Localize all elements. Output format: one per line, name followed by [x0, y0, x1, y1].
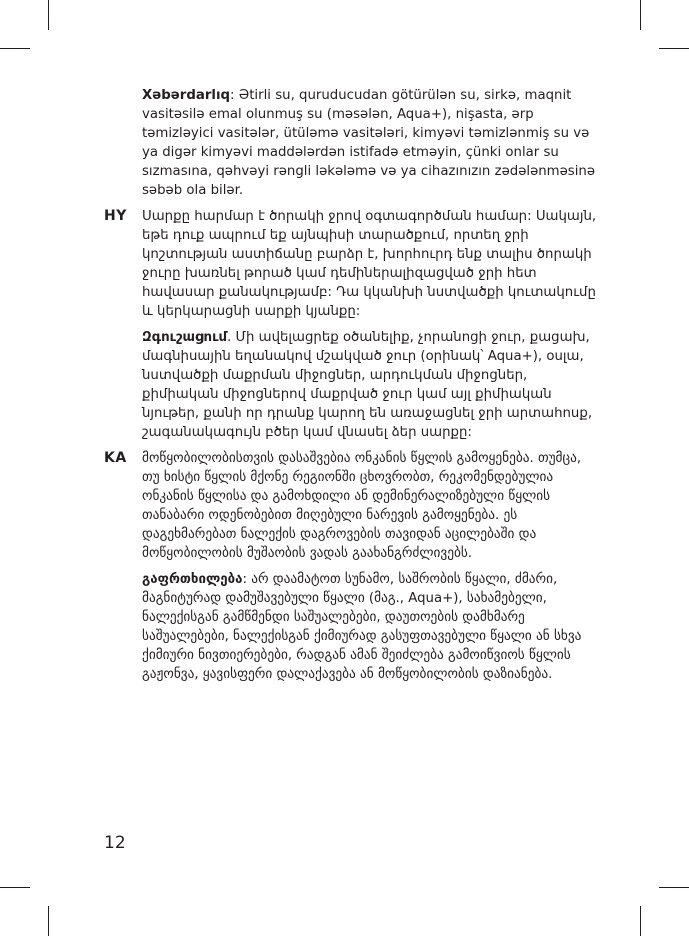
- ka-body-paragraph: მოწყობილობისთვის დასაშვებია ონკანის წყლის გამოყენება. თუმცა, თუ ხისტი წყლის მქონე რეგიონში ცხოვრობთ, რეკომენდებულია ონკანის წყლისა და გამოხდილი ან დემინერალიზებული წყლის თანაბარი ოდენობებით მიღებული ნარევის გამოყენება. ეს დაგეხმარებათ ნალექის დაგროვების თავიდან აცილებაში და მოწყობილობის მუშაობის ვადას გაახანგრძლივებს.: [142, 451, 582, 561]
- hy-warning-label: Զգուշացում: [142, 330, 227, 345]
- ka-warning-paragraph: [142, 570, 597, 684]
- hy-body-paragraph: Սարքը հարմար է ծորակի ջրով օգտագործման համար: Սակայն, եթե դուք ապրում եք այնպիսի տարածքում, որտեղ ջրի կոշտության աստիճանը բարձր է, խորհուրդ ենք տալիս ծորակի ջուրը խառնել թորած կամ դեմիներալիզացված ջրի հետ հավասար քանակությամբ: Դա կկանխի նստվածքի կուտակումը և կերկարացնի սարքի կյանքը:: [142, 209, 597, 319]
- az-warning-text: : Ətirli su, quruducudan götürülən su, sirkə, maqnit vasitəsilə emal olunmuş su (məsələn, Aqua+), nişasta, ərp təmizləyici vasitələr, ütüləmə vasitələri, kimyəvi təmizlənmiş su və ya digər kimyəvi maddələrdən istifadə etməyin, çünki onlar su sızmasına, qəhvəyi rəngli ləkələmə və ya cihazınızın zədələnməsinə səbəb ola bilər.: [142, 88, 596, 198]
- crop-mark: [659, 887, 689, 888]
- section-hy: [0, 207, 689, 442]
- crop-mark: [640, 906, 641, 936]
- hy-warning-text: . Մի ավելացրեք օծանելիք, չորանոցի ջուր, քացախ, մագնիսային եղանակով մշակված ջուր (օրինակ՝ Aqua+), օսլա, նստվածքի մաքրման միջոցներ, արդուկման միջոցներ, քիմիական միջոցներով մաքրված ջուր կամ այլ քիմիական նյութեր, քանի որ դրանք կարող են առաջացնել ջրի արտահոսք, շագանակագույն բծեր կամ վնասել ձեր սարքը:: [142, 330, 593, 440]
- page-number: 12: [104, 833, 126, 853]
- ka-warning-label: გაფრთხილება: [142, 572, 243, 587]
- az-warning-paragraph: [142, 86, 597, 200]
- ka-warning-text: : არ დაამატოთ სუნამო, საშრობის წყალი, ძმარი, მაგნიტურად დამუშავებული წყალი (მაგ., Aqua+), სახამებელი, ნალექისგან გამწმენდი საშუალებები, დაუთოების დამხმარე საშუალებები, ნალექისგან ქიმიურად გასუფთავებული წყალი ან სხვა ქიმიური ნივთიერებები, რადგან ამან შეიძლება გამოიწვიოს წყლის გაჟონვა, ყავისფერი დალაქავება ან მოწყობილობის დაზიანება.: [142, 572, 582, 682]
- crop-mark: [640, 0, 641, 30]
- crop-mark: [659, 48, 689, 49]
- crop-mark: [0, 887, 30, 888]
- crop-mark: [48, 906, 49, 936]
- crop-mark: [0, 48, 30, 49]
- section-az: [0, 86, 689, 200]
- crop-mark: [48, 0, 49, 30]
- language-code-ka: KA: [104, 450, 127, 466]
- hy-warning-paragraph: [142, 328, 597, 442]
- az-warning-label: Xəbərdarlıq: [142, 88, 231, 103]
- section-ka: [0, 449, 689, 684]
- language-code-hy: HY: [104, 208, 127, 224]
- manual-content: [0, 86, 689, 691]
